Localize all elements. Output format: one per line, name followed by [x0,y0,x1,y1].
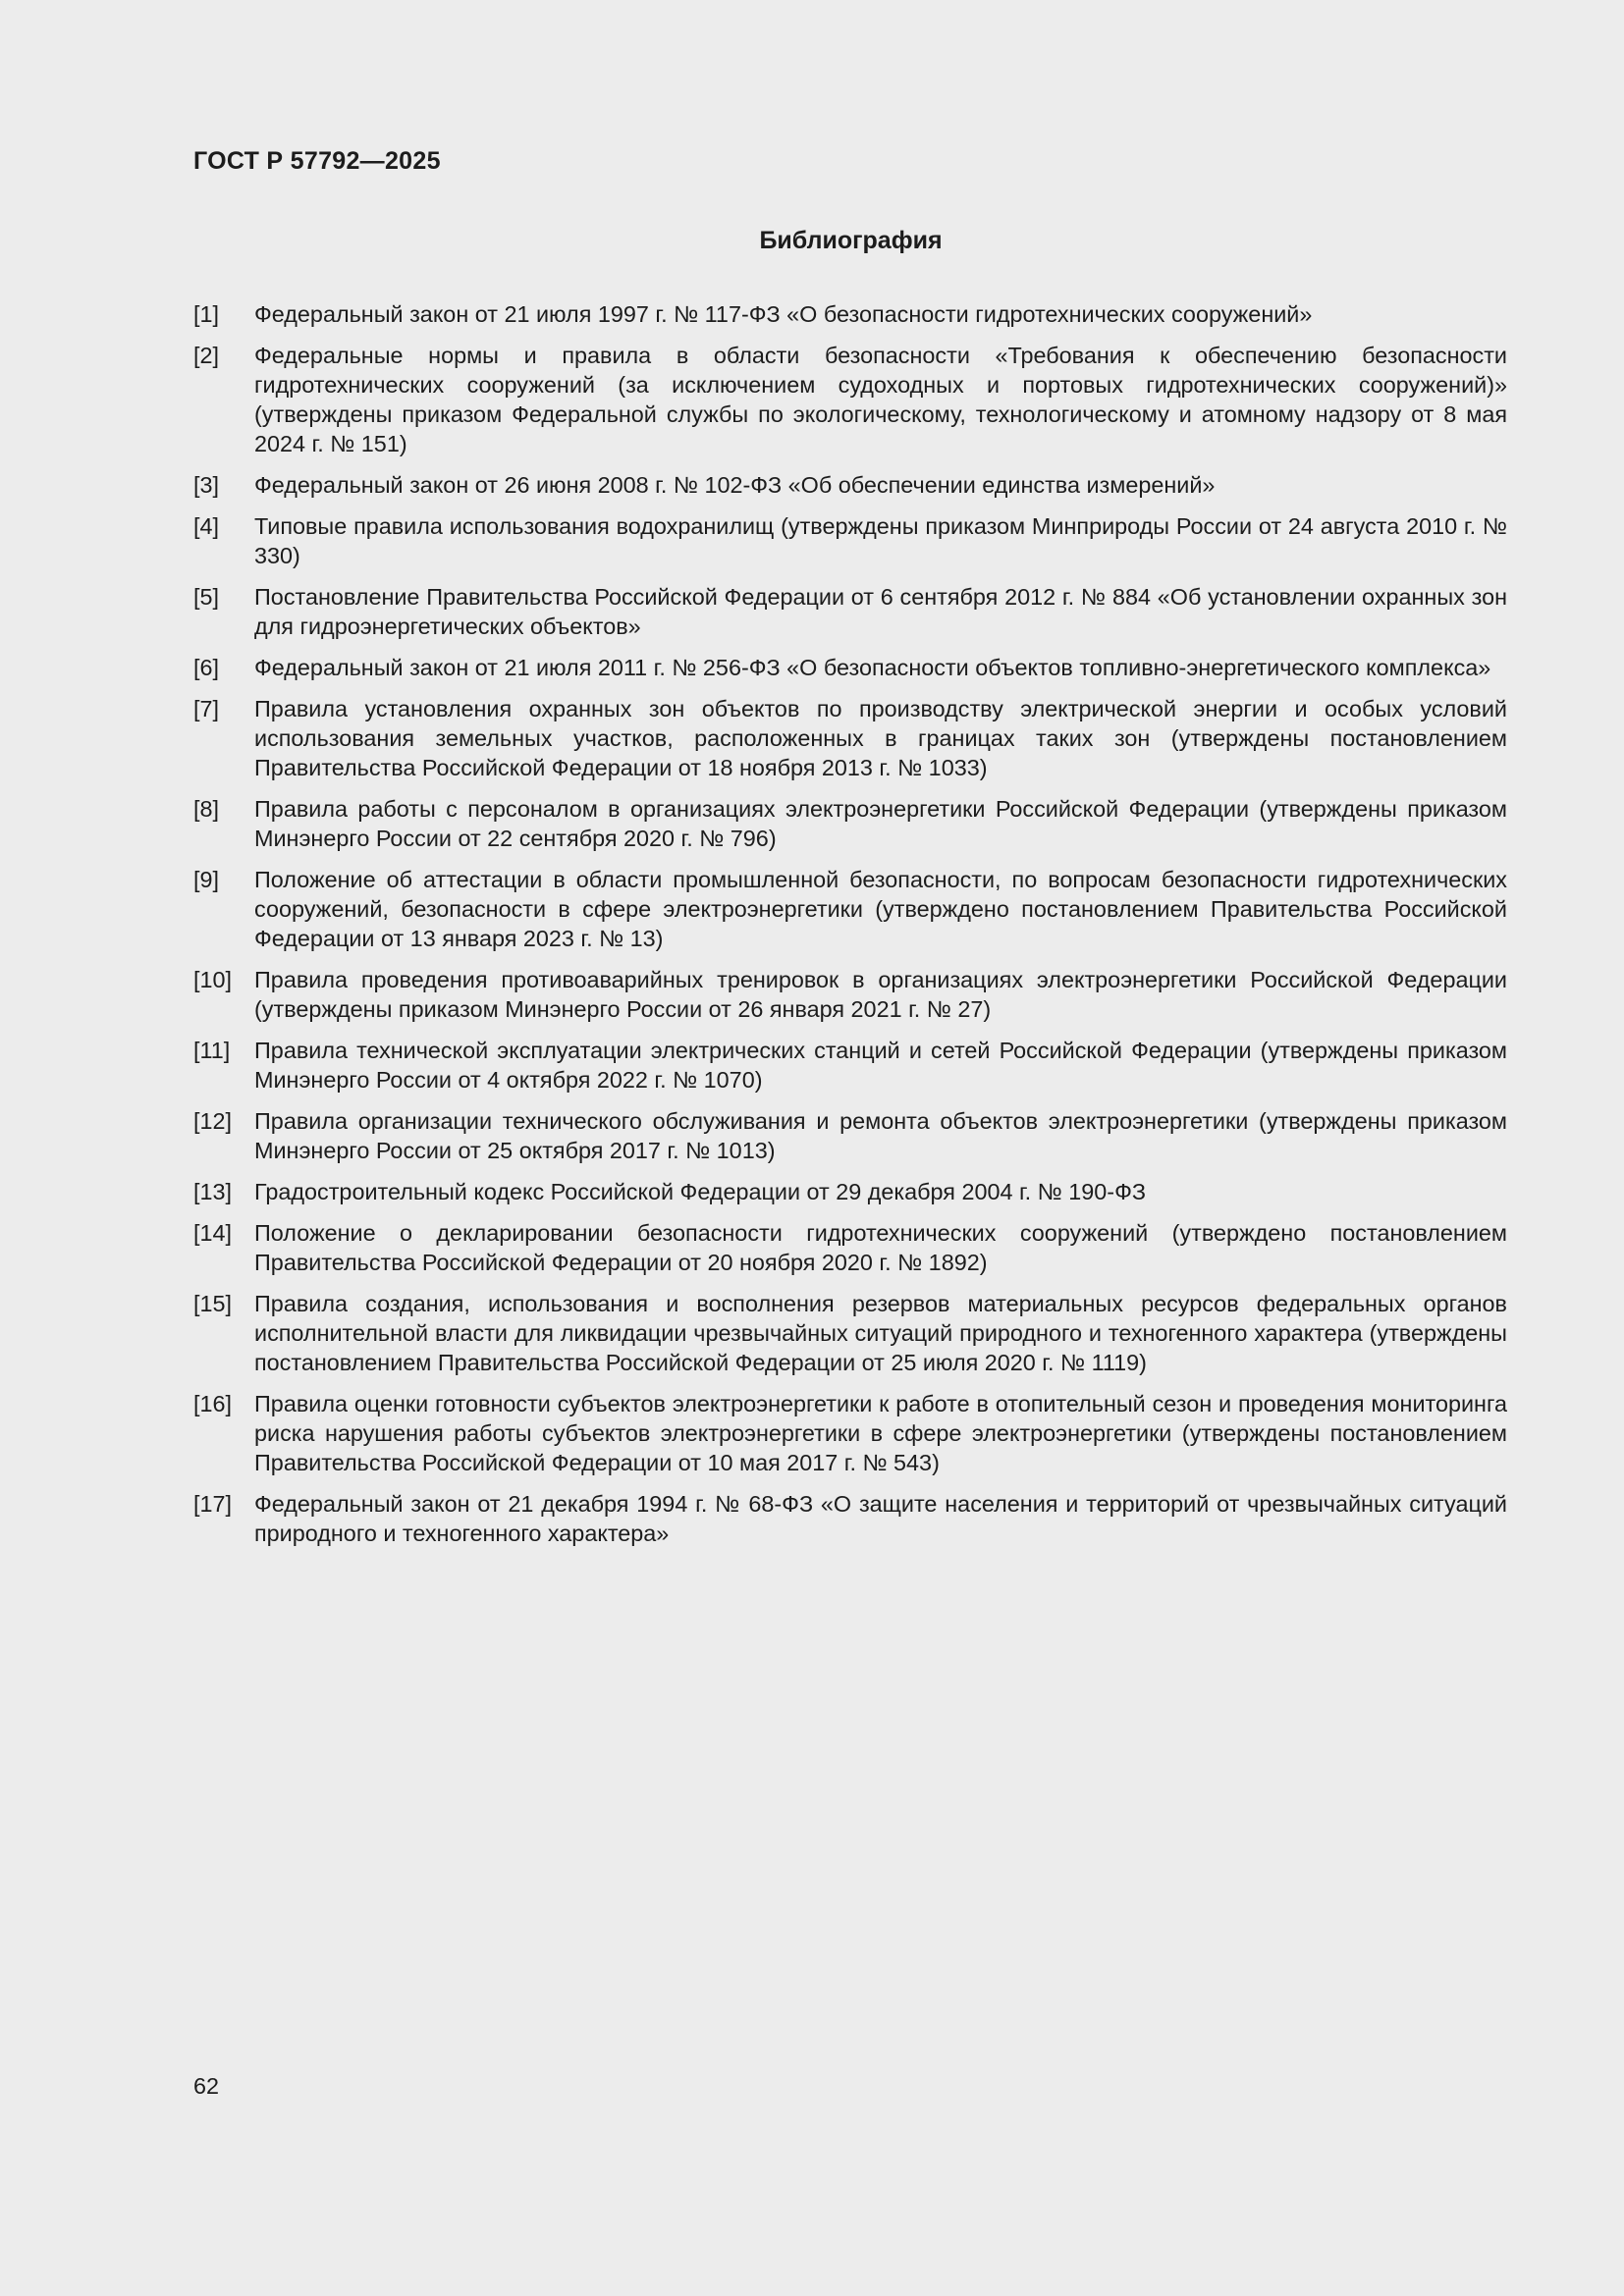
section-title: Библиография [759,227,943,254]
bibliography-item [193,511,1507,570]
reference-number: [7] [193,696,220,721]
bibliography-item [193,1177,1507,1206]
bibliography-item [193,1289,1507,1377]
bibliography-item [193,1389,1507,1477]
reference-number: [8] [193,796,220,822]
reference-text: Правила технической эксплуатации электрических станций и сетей Российской Федерации (утверждены приказом Минэнерго России от 4 октября 2022 г. № 1070) [254,1038,1507,1093]
bibliography-list [193,299,1507,1560]
reference-text: Федеральный закон от 21 декабря 1994 г. № 68-ФЗ «О защите населения и территорий от чрезвычайных ситуаций природного и техногенного характера» [254,1491,1507,1546]
reference-text: Правила создания, использования и восполнения резервов материальных ресурсов федеральных органов исполнительной власти для ликвидации чрезвычайных ситуаций природного и техногенного характера (утверждены постановлением Правительства Российской Федерации от 25 июля 2020 г. № 1119) [254,1291,1507,1375]
reference-number: [4] [193,513,220,539]
bibliography-item [193,965,1507,1024]
bibliography-item [193,470,1507,500]
bibliography-item [193,653,1507,682]
reference-number: [16] [193,1391,233,1416]
reference-number: [14] [193,1220,233,1246]
reference-text: Положение о декларировании безопасности гидротехнических сооружений (утверждено постановлением Правительства Российской Федерации от 20 ноября 2020 г. № 1892) [254,1220,1507,1275]
bibliography-item [193,865,1507,953]
bibliography-item [193,1218,1507,1277]
bibliography-item [193,1106,1507,1165]
reference-text: Федеральный закон от 21 июля 1997 г. № 117-ФЗ «О безопасности гидротехнических сооружений» [254,301,1313,327]
reference-text: Типовые правила использования водохранилищ (утверждены приказом Минприроды России от 24 августа 2010 г. № 330) [254,513,1507,568]
bibliography-item [193,794,1507,853]
reference-number: [11] [193,1038,231,1063]
reference-text: Положение об аттестации в области промышленной безопасности, по вопросам безопасности гидротехнических сооружений, безопасности в сфере электроэнергетики (утверждено постановлением Правительства Российской Федерации от 13 января 2023 г. № 13) [254,867,1507,951]
reference-text: Постановление Правительства Российской Федерации от 6 сентября 2012 г. № 884 «Об установлении охранных зон для гидроэнергетических объектов» [254,584,1507,639]
reference-text: Правила установления охранных зон объектов по производству электрической энергии и особых условий использования земельных участков, расположенных в границах таких зон (утверждены постановлением Правительства Российской Федерации от 18 ноября 2013 г. № 1033) [254,696,1507,780]
reference-number: [1] [193,301,220,327]
reference-number: [3] [193,472,220,498]
reference-text: Федеральный закон от 21 июля 2011 г. № 256-ФЗ «О безопасности объектов топливно-энергетического комплекса» [254,655,1491,680]
reference-text: Федеральные нормы и правила в области безопасности «Требования к обеспечению безопасности гидротехнических сооружений (за исключением судоходных и портовых гидротехнических сооружений)» (утверждены приказом Федеральной службы по экологическому, технологическому и атомному надзору от 8 мая 2024 г. № 151) [254,343,1507,456]
page-number: 62 [193,2073,220,2099]
reference-number: [12] [193,1108,233,1134]
reference-number: [6] [193,655,220,680]
reference-number: [13] [193,1179,233,1204]
reference-number: [2] [193,343,220,368]
reference-text: Правила работы с персоналом в организациях электроэнергетики Российской Федерации (утверждены приказом Минэнерго России от 22 сентября 2020 г. № 796) [254,796,1507,851]
reference-text: Правила организации технического обслуживания и ремонта объектов электроэнергетики (утверждены приказом Минэнерго России от 25 октября 2017 г. № 1013) [254,1108,1507,1163]
reference-number: [17] [193,1491,233,1517]
reference-text: Федеральный закон от 26 июня 2008 г. № 102-ФЗ «Об обеспечении единства измерений» [254,472,1216,498]
bibliography-item [193,299,1507,329]
standard-header: ГОСТ Р 57792—2025 [193,147,441,175]
reference-text: Градостроительный кодекс Российской Федерации от 29 декабря 2004 г. № 190-ФЗ [254,1179,1146,1204]
reference-text: Правила проведения противоаварийных тренировок в организациях электроэнергетики Российской Федерации (утверждены приказом Минэнерго России от 26 января 2021 г. № 27) [254,967,1507,1022]
reference-number: [10] [193,967,233,992]
bibliography-item [193,582,1507,641]
bibliography-item [193,1036,1507,1095]
reference-number: [5] [193,584,220,610]
reference-text: Правила оценки готовности субъектов электроэнергетики к работе в отопительный сезон и проведения мониторинга риска нарушения работы субъектов электроэнергетики в сфере электроэнергетики (утверждены постановлением Правительства Российской Федерации от 10 мая 2017 г. № 543) [254,1391,1507,1475]
bibliography-item [193,341,1507,458]
reference-number: [15] [193,1291,233,1316]
reference-number: [9] [193,867,220,892]
bibliography-item [193,1489,1507,1548]
bibliography-item [193,694,1507,782]
